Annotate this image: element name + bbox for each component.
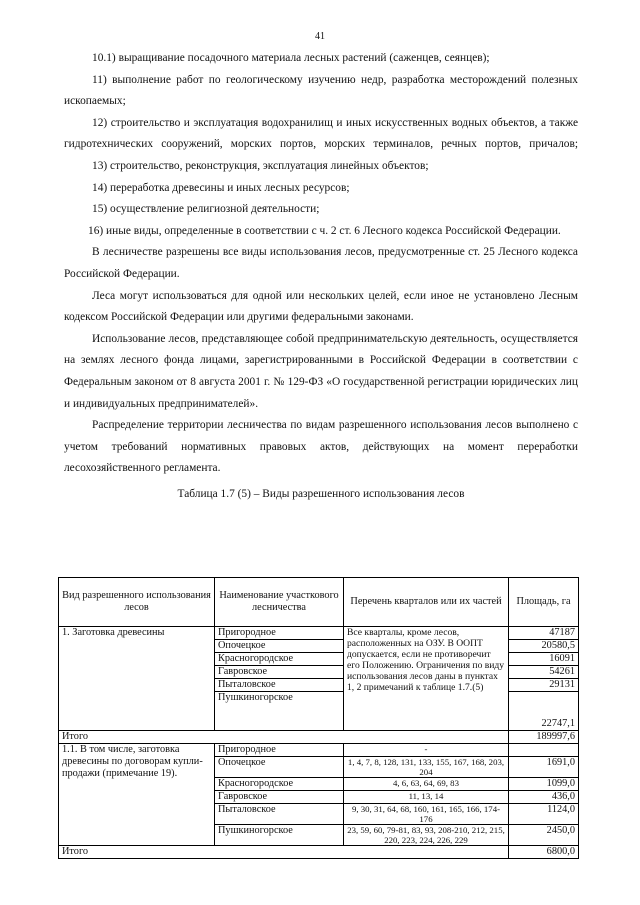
area-cell: 54261 <box>509 666 579 679</box>
paragraph-item-15: 15) осуществление религиозной деятельности; <box>92 203 320 216</box>
area-cell: 1099,0 <box>509 778 579 791</box>
paragraph-item-14: 14) переработка древесины и иных лесных ресурсов; <box>92 181 350 194</box>
table-header-row <box>59 578 579 627</box>
forestry-cell: Пригородное <box>215 627 344 640</box>
quarters-cell: 1, 4, 7, 8, 128, 131, 133, 155, 167, 168, 203, 204 <box>344 757 509 778</box>
forestry-cell: Пригородное <box>215 744 344 757</box>
header-forestry: Наименование участкового лесничества <box>215 578 344 627</box>
header-use-type: Вид разрешенного использования лесов <box>59 578 215 627</box>
forestry-cell: Пушкиногорское <box>215 825 344 846</box>
header-quarters: Перечень кварталов или их частей <box>344 578 509 627</box>
paragraph-distribution: Распределение территории лесничества по видам разрешенного использования лесов выполнено с учетом требований нормативных правовых актов, действующих на момент переработки лесохозяйственного регламента. <box>64 419 578 475</box>
forestry-cell: Опочецкое <box>215 640 344 653</box>
header-area: Площадь, га <box>509 578 579 627</box>
forestry-cell: Пыталовское <box>215 804 344 825</box>
use-type-cell: 1.1. В том числе, заготовка древесины по договорам купли-продажи (примечание 19). <box>59 744 215 846</box>
paragraph-item-12: 12) строительство и эксплуатация водохранилищ и иных искусственных водных объектов, а также гидротехнических сооружений, морских портов, морских терминалов, речных портов, причалов; <box>64 116 578 151</box>
forestry-cell: Пушкиногорское <box>215 692 344 731</box>
forest-use-table <box>58 577 579 859</box>
table-total-row <box>59 846 579 859</box>
total-label-cell: Итого <box>59 846 509 859</box>
quarters-cell: 11, 13, 14 <box>344 791 509 804</box>
quarters-cell: 23, 59, 60, 79-81, 83, 93, 208-210, 212, 215, 220, 223, 224, 226, 229 <box>344 825 509 846</box>
quarters-cell: 9, 30, 31, 64, 68, 160, 161, 165, 166, 174-176 <box>344 804 509 825</box>
forestry-cell: Гавровское <box>215 666 344 679</box>
area-cell <box>509 744 579 757</box>
area-cell: 47187 <box>509 627 579 640</box>
forestry-cell: Красногородское <box>215 653 344 666</box>
paragraph-allowed-uses: В лесничестве разрешены все виды использования лесов, предусмотренные ст. 25 Лесного кодекса Российской Федерации. <box>64 246 578 280</box>
forestry-cell: Пыталовское <box>215 679 344 692</box>
forestry-cell: Красногородское <box>215 778 344 791</box>
forestry-cell: Гавровское <box>215 791 344 804</box>
table-row <box>59 744 579 757</box>
area-cell: 22747,1 <box>509 692 579 731</box>
paragraph-item-11: 11) выполнение работ по геологическому изучению недр, разработка месторождений полезных ископаемых; <box>64 73 578 108</box>
paragraph-item-10-1: 10.1) выращивание посадочного материала лесных растений (саженцев, сеянцев); <box>92 52 490 64</box>
total-area-cell: 6800,0 <box>509 846 579 859</box>
quarters-note-cell: Все кварталы, кроме лесов, расположенных на ОЗУ. В ООПТ допускается, если не противоречит его Положению. Ограничения по виду использования лесов даны в пунктах 1, 2 примечаний к таблице 1.7.(5) <box>344 627 509 731</box>
area-cell: 2450,0 <box>509 825 579 846</box>
area-cell: 1691,0 <box>509 757 579 778</box>
use-type-cell: 1. Заготовка древесины <box>59 627 215 731</box>
quarters-cell: 4, 6, 63, 64, 69, 83 <box>344 778 509 791</box>
paragraph-item-13: 13) строительство, реконструкция, эксплуатация линейных объектов; <box>92 159 429 172</box>
table-total-row <box>59 731 579 744</box>
total-label-cell: Итого <box>59 731 509 744</box>
area-cell: 16091 <box>509 653 579 666</box>
table-row <box>59 627 579 640</box>
area-cell: 29131 <box>509 679 579 692</box>
area-cell: 436,0 <box>509 791 579 804</box>
area-cell: 1124,0 <box>509 804 579 825</box>
forestry-cell: Опочецкое <box>215 757 344 778</box>
quarters-cell: - <box>344 744 509 757</box>
table-caption: Таблица 1.7 (5) – Виды разрешенного использования лесов <box>177 487 465 500</box>
area-cell: 20580,5 <box>509 640 579 653</box>
paragraph-multiple-purposes: Леса могут использоваться для одной или нескольких целей, если иное не установлено Лесным кодексом Российской Федерации или другими федеральными законами. <box>64 289 578 324</box>
page-number: 41 <box>315 31 325 42</box>
paragraph-item-16: 16) иные виды, определенные в соответствии с ч. 2 ст. 6 Лесного кодекса Российской Федерации. <box>88 224 561 237</box>
paragraph-entrepreneurship: Использование лесов, представляющее собой предпринимательскую деятельность, осуществляется на землях лесного фонда лицами, зарегистрированными в Российской Федерации в соответствии с Федеральным законом от 8 августа 2001 г. № 129-ФЗ «О государственной регистрации юридических лиц и индивидуальных предпринимателей». <box>64 332 578 410</box>
total-area-cell: 189997,6 <box>509 731 579 744</box>
body-text <box>64 48 578 502</box>
